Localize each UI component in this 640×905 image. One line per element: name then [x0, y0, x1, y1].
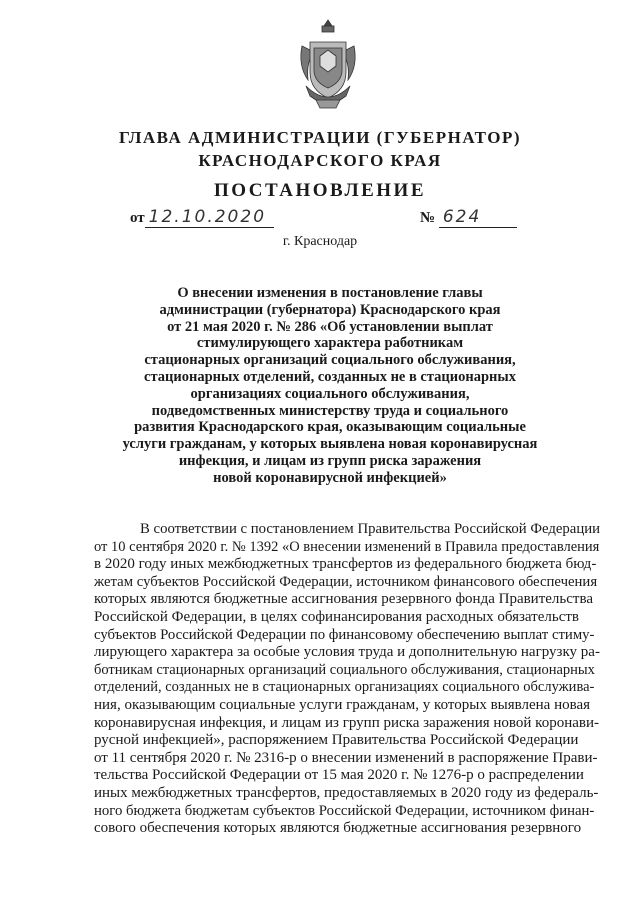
body-line: лирующего характера за особые условия труда и дополнительную нагрузку ра- — [94, 644, 600, 661]
coat-of-arms-emblem — [296, 16, 360, 112]
document-number — [420, 207, 517, 228]
date-prefix: от — [130, 210, 145, 226]
body-line: коронавирусная инфекция, и лицам из групп риска заражения новой коронави- — [94, 714, 599, 731]
title-line: администрации (губернатора) Краснодарского края — [159, 301, 501, 318]
body-line: В соответствии с постановлением Правительства Российской Федерации — [140, 521, 600, 537]
body-line: от 10 сентября 2020 г. № 1392 «О внесении изменений в Правила предоставления — [94, 538, 600, 555]
body-line: субъектов Российской Федерации по финансовому обеспечению выплат стиму- — [94, 626, 595, 643]
title-line: новой коронавирусной инфекцией» — [213, 469, 447, 486]
title-line: стационарных организаций социального обслуживания, — [144, 352, 516, 369]
document-date — [130, 207, 274, 228]
body-line: которых являются бюджетные ассигнования резервного фонда Правительства — [94, 591, 594, 608]
body-line: отделений, созданных не в стационарных организациях социального обслужива- — [94, 679, 595, 696]
title-line: О внесении изменения в постановление главы — [177, 285, 483, 301]
body-line: иных межбюджетных трансфертов, предоставляемых в 2020 году из федераль- — [94, 784, 599, 801]
title-line: от 21 мая 2020 г. № 286 «Об установлении выплат — [167, 318, 493, 335]
handwritten-date: 12.10.2020 — [145, 207, 274, 228]
body-line: от 11 сентября 2020 г. № 2316-р о внесении изменений в распоряжение Прави- — [94, 749, 598, 766]
body-line: тельства Российской Федерации от 15 мая 2020 г. № 1276-р о распределении — [94, 767, 584, 784]
body-text — [94, 521, 600, 838]
handwritten-number: 624 — [439, 207, 517, 228]
document-type-heading: ПОСТАНОВЛЕНИЕ — [213, 180, 427, 201]
body-line: ния, оказывающим социальные услуги гражданам, у которых выявлена новая — [94, 696, 591, 713]
body-line: жетам субъектов Российской Федерации, источником финансового обеспечения — [94, 573, 598, 590]
body-line: Российской Федерации, в целях софинансирования расходных обязательств — [94, 608, 580, 625]
resolution-title — [100, 285, 560, 487]
title-line: услуги гражданам, у которых выявлена новая коронавирусная — [122, 436, 538, 453]
title-line: стимулирующего характера работникам — [196, 335, 464, 352]
title-line: развития Краснодарского края, оказывающим социальные — [134, 419, 526, 436]
body-line: сового обеспечения которых являются бюджетные ассигнования резервного — [94, 820, 582, 837]
title-line: подведомственных министерству труда и социального — [151, 402, 509, 419]
title-line: организациях социального обслуживания, — [190, 385, 470, 402]
authority-name-line1: ГЛАВА АДМИНИСТРАЦИИ (ГУБЕРНАТОР) — [118, 128, 521, 147]
body-line: ботникам стационарных организаций социального обслуживания, стационарных — [94, 661, 595, 678]
body-line: русной инфекцией», распоряжением Правительства Российской Федерации — [94, 732, 579, 749]
authority-name-line2: КРАСНОДАРСКОГО КРАЯ — [198, 151, 442, 170]
issue-city: г. Краснодар — [282, 234, 358, 249]
body-line: ного бюджета бюджетам субъектов Российской Федерации, источником финан- — [94, 802, 595, 819]
title-line: стационарных отделений, созданных не в стационарных — [144, 368, 516, 385]
title-line: инфекция, и лицам из групп риска заражения — [178, 452, 482, 469]
body-line: в 2020 году иных межбюджетных трансфертов из федерального бюджета бюд- — [94, 556, 597, 573]
number-prefix: № — [420, 210, 436, 226]
